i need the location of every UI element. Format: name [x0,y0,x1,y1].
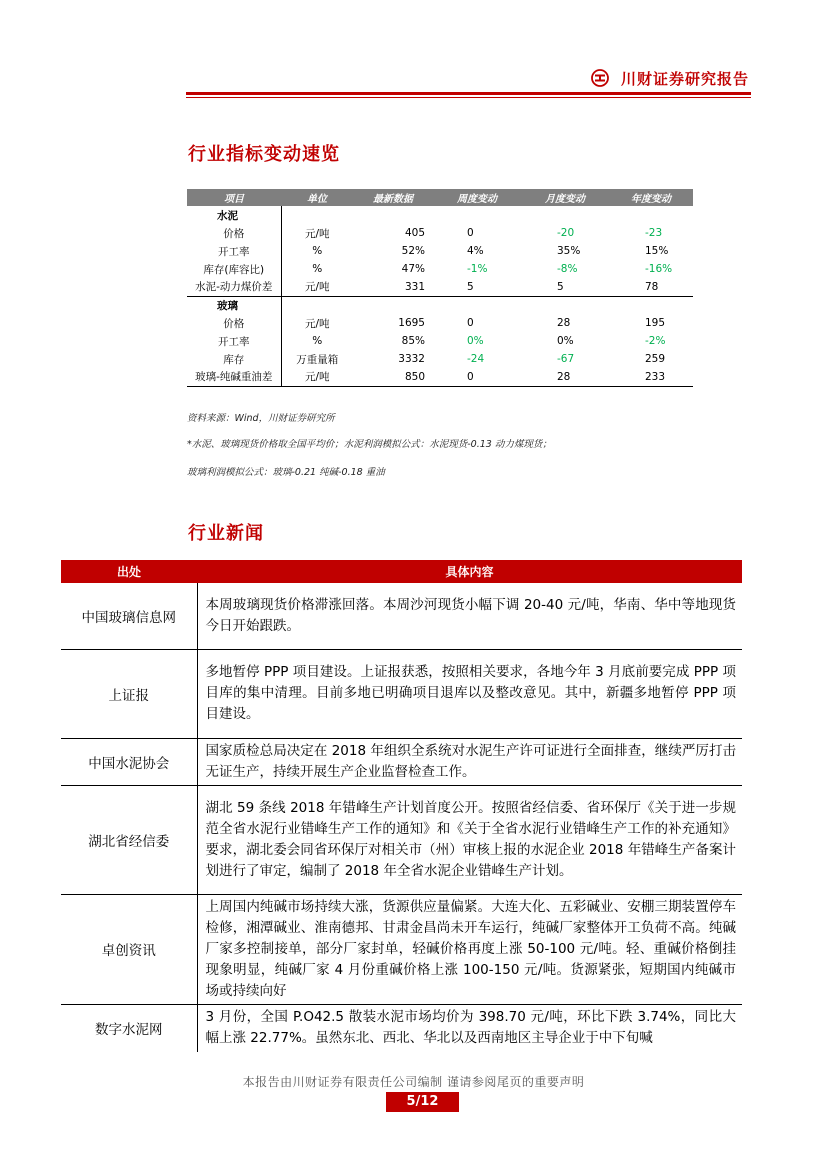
news-row [61,894,742,1004]
news-content [197,1004,742,1052]
cell-week: -24 [467,353,485,365]
table-row [187,368,693,386]
cell-month: -8% [557,263,578,275]
page-header [186,62,751,98]
cell-unit: 元/吨 [304,317,330,330]
page-number: 5/12 [386,1092,459,1112]
cell-week: 4% [467,245,484,257]
col-week: 周度变动 [433,189,521,206]
news-content: 湖北 59 条线 2018 年错峰生产计划首度公开。按照省经信委、省环保厅《关于进一步规范全省水泥行业错峰生产工作的通知》和《关于全省水泥行业错峰生产工作的补充通知》要求，湖北委会同省环保厅对相关市（州）审核上报的水泥企业 2018 年错峰生产备案计划进行了审定，编制了 2018 年全省水泥企业错峰生产计划。 [197,785,742,894]
table-row [187,314,693,332]
cell-item: 库存 [187,350,281,368]
cell-latest: 405 [404,227,425,239]
table-row [187,260,693,278]
cell-item: 开工率 [187,332,281,350]
indicator-header-row [187,189,693,206]
news-row [61,649,742,738]
cell-week: -1% [467,263,488,275]
col-unit: 单位 [281,189,353,206]
news-row [61,583,742,649]
cell-year: 78 [609,278,693,296]
cell-week: 0 [433,368,521,386]
col-source: 出处 [61,560,197,583]
cell-year: 233 [609,368,693,386]
table-row [187,350,693,368]
news-source: 数字水泥网 [61,1004,197,1052]
cell-unit: 元/吨 [281,368,353,386]
header-rule [186,92,751,95]
cell-year: -23 [645,227,663,239]
cell-unit: % [312,263,323,275]
news-content-text: 3 月份，全国 P.O42.5 散装水泥市场均价为 398.70 元/吨，环比下跌 3.74%，同比大幅上涨 22.77%。虽然东北、西北、华北以及西南地区主导企业于中下旬喊 [205,1008,736,1046]
formula-note-1: *水泥、玻璃现货价格取全国平均价；水泥利润模拟公式：水泥现货-0.13 动力煤现货； [187,439,552,450]
cell-latest: 331 [353,278,433,296]
cell-year: 15% [645,245,669,257]
cell-year: -2% [645,335,666,347]
table-row [187,278,693,296]
cell-item: 库存(库容比) [187,260,281,278]
cell-month: 0% [557,335,574,347]
news-content: 本周玻璃现货价格滞涨回落。本周沙河现货小幅下调 20-40 元/吨，华南、华中等地现货今日开始跟跌。 [197,583,742,649]
cell-unit: % [312,335,323,347]
news-content: 多地暂停 PPP 项目建设。上证报获悉，按照相关要求，各地今年 3 月底前要完成 PPP 项目库的集中清理。目前多地已明确项目退库以及整改意见。其中，新疆多地暂停 PPP 项目建设。 [197,649,742,738]
cell-week: 0% [467,335,484,347]
cell-month: -67 [557,353,575,365]
group-row-cement [187,206,693,224]
col-month: 月度变动 [521,189,609,206]
col-year: 年度变动 [609,189,693,206]
header-rule-thin [186,97,751,98]
cell-year: 259 [645,353,666,365]
news-source: 中国水泥协会 [61,738,197,785]
news-header-row [61,560,742,583]
source-note: 资料来源：Wind，川财证券研究所 [187,413,335,424]
formula-note-2: 玻璃利润模拟公式：玻璃-0.21 纯碱-0.18 重油 [187,467,385,478]
cell-latest: 47% [401,263,425,275]
news-source: 中国玻璃信息网 [61,583,197,649]
news-row [61,1004,742,1052]
cell-unit: 元/吨 [304,227,330,240]
cell-unit: 万重量箱 [296,353,339,366]
news-content: 国家质检总局决定在 2018 年组织全系统对水泥生产许可证进行全面排查，继续严厉打击无证生产，持续开展生产企业监督检查工作。 [197,738,742,785]
cell-latest: 1695 [398,317,425,329]
news-content: 上周国内纯碱市场持续大涨，货源供应量偏紧。大连大化、五彩碱业、安棚三期装置停车检修，湘潭碱业、淮南德邦、甘肃金昌尚未开车运行，纯碱厂家整体开工负荷不高。纯碱厂家多控制接单，部分厂家封单，轻碱价格再度上涨 50-100 元/吨。轻、重碱价格倒挂现象明显，纯碱厂家 4 月份重碱价格上涨 100-150 元/吨。货源紧张，短期国内纯碱市场或持续向好 [197,894,742,1004]
cell-item: 价格 [187,314,281,332]
news-source: 湖北省经信委 [61,785,197,894]
cell-item: 玻璃-纯碱重油差 [187,368,281,386]
group-row-glass [187,296,693,314]
cell-item: 水泥-动力煤价差 [187,278,281,296]
group-label-glass: 玻璃 [187,296,281,314]
cell-week: 5 [433,278,521,296]
table-row [187,224,693,242]
cell-item: 开工率 [187,242,281,260]
cell-unit: % [312,245,323,257]
news-row [61,785,742,894]
cell-week: 0 [467,227,474,239]
news-source: 上证报 [61,649,197,738]
cell-year: -16% [645,263,673,275]
cell-latest: 3332 [398,353,425,365]
cell-item: 价格 [187,224,281,242]
group-label-cement: 水泥 [187,206,281,224]
col-content: 具体内容 [197,560,742,583]
col-item: 项目 [187,189,281,206]
cell-latest: 850 [353,368,433,386]
news-title: 行业新闻 [188,523,264,544]
cell-latest: 85% [401,335,425,347]
cell-week: 0 [467,317,474,329]
cell-year: 195 [645,317,666,329]
cell-latest: 52% [401,245,425,257]
cell-month: -20 [557,227,575,239]
footer-disclaimer: 本报告由川财证券有限责任公司编制 谨请参阅尾页的重要声明 [242,1075,585,1089]
header-brand: 川财证券研究报告 [620,70,749,88]
news-row [61,738,742,785]
cell-month: 5 [521,278,609,296]
news-table [61,560,742,1052]
indicator-table [187,189,693,387]
news-source: 卓创资讯 [61,894,197,1004]
cell-month: 35% [557,245,581,257]
table-row [187,242,693,260]
indicators-title: 行业指标变动速览 [188,144,340,165]
chuancai-logo-icon [591,69,609,87]
cell-unit: 元/吨 [281,278,353,296]
table-row [187,332,693,350]
cell-month: 28 [521,368,609,386]
col-latest: 最新数据 [353,189,433,206]
cell-month: 28 [557,317,571,329]
